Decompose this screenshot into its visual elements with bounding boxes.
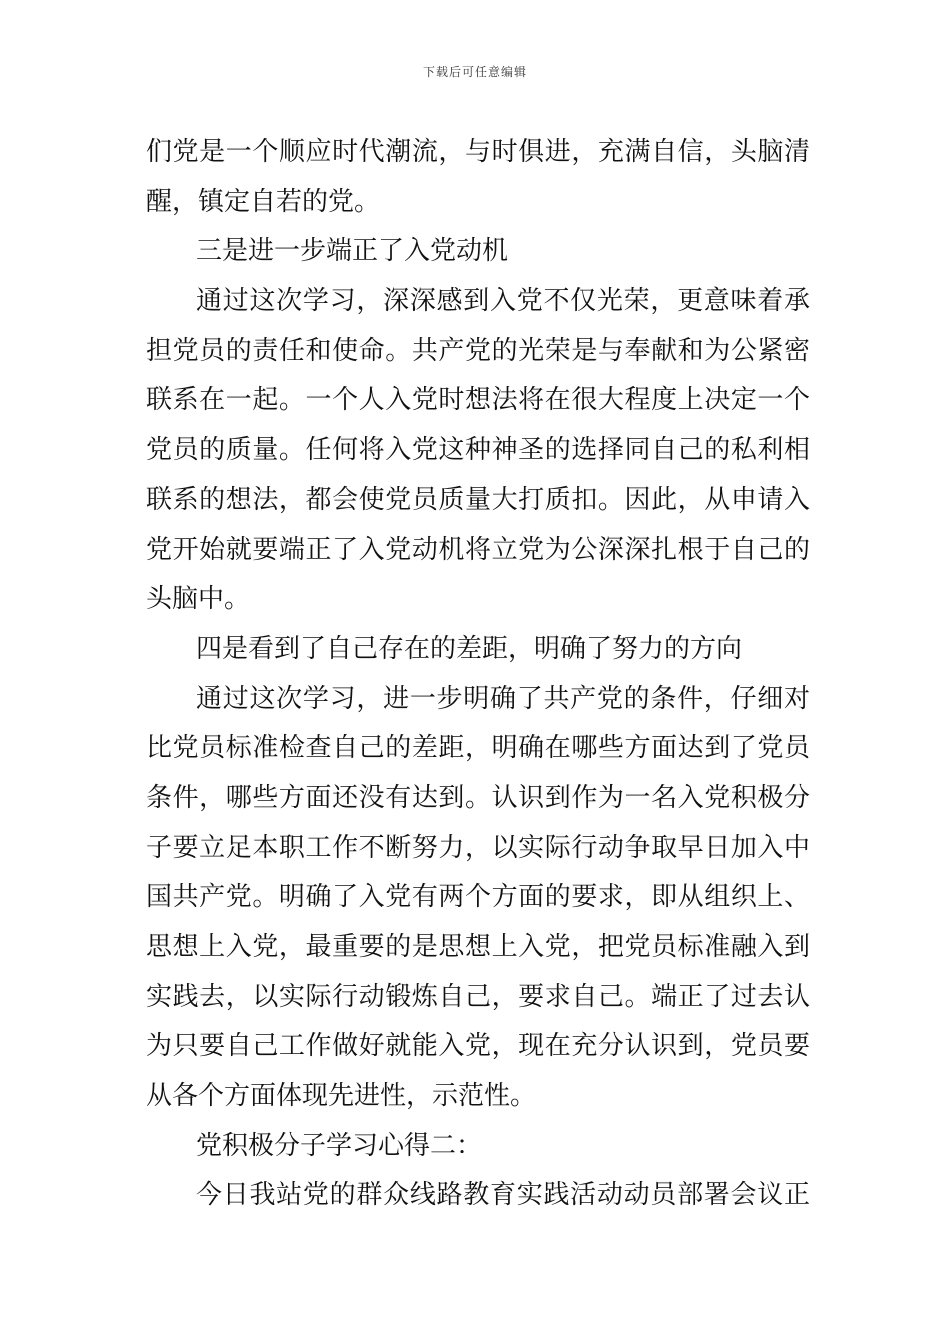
text-line: 联系在一起。一个人入党时想法将在很大程度上决定一个 [146,385,810,416]
text-line: 国共产党。明确了入党有两个方面的要求，即从组织上、 [146,882,810,913]
text-line: 子要立足本职工作不断努力，以实际行动争取早日加入中 [146,832,810,863]
text-line: 党员的质量。任何将入党这种神圣的选择同自己的私利相 [146,435,810,466]
text-line: 比党员标准检查自己的差距，明确在哪些方面达到了党员 [146,733,810,764]
text-line: 通过这次学习，进一步明确了共产党的条件，仔细对 [196,683,810,714]
text-line: 联系的想法，都会使党员质量大打质扣。因此，从申请入 [146,484,810,515]
text-line: 头脑中。 [146,584,251,615]
text-line: 从各个方面体现先进性，示范性。 [146,1081,537,1112]
text-line: 党开始就要端正了入党动机将立党为公深深扎根于自己的 [146,534,810,565]
document-body [146,128,810,1221]
section-heading: 党积极分子学习心得二： [196,1130,483,1161]
text-line: 们党是一个顺应时代潮流，与时俱进，充满自信，头脑清 [146,137,810,167]
text-line: 思想上入党，最重要的是思想上入党，把党员标准融入到 [146,932,810,962]
text-line: 为只要自己工作做好就能入党，现在充分认识到，党员要 [146,1031,810,1062]
text-line: 醒，镇定自若的党。 [146,186,381,217]
text-line: 实践去，以实际行动锻炼自己，要求自己。端正了过去认 [146,981,810,1012]
text-line: 今日我站党的群众线路教育实践活动动员部署会议正 [196,1180,810,1211]
page-header: 下载后可任意编辑 [422,65,527,79]
section-heading: 四是看到了自己存在的差距，明确了努力的方向 [196,633,743,664]
text-line: 通过这次学习，深深感到入党不仅光荣，更意味着承 [196,286,810,317]
text-line: 担党员的责任和使命。共产党的光荣是与奉献和为公紧密 [146,335,810,366]
text-line: 条件，哪些方面还没有达到。认识到作为一名入党积极分 [146,782,810,813]
section-heading: 三是进一步端正了入党动机 [196,236,509,267]
